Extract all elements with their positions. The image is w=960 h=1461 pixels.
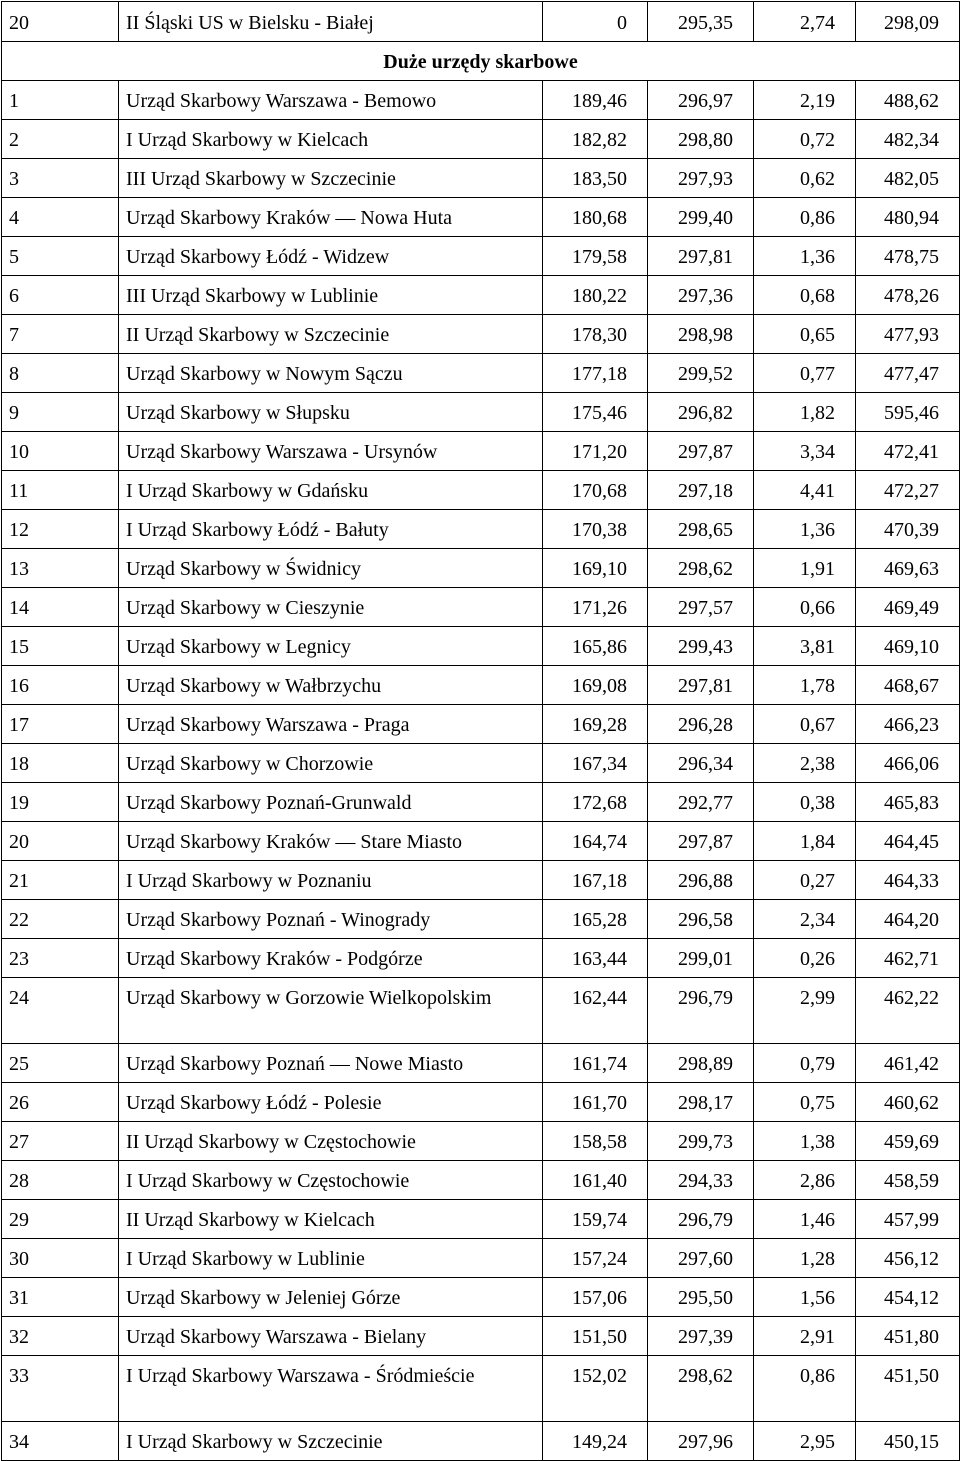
cell-value-b: 297,81 (648, 237, 754, 276)
cell-value-b: 297,81 (648, 666, 754, 705)
cell-value-c: 0,26 (754, 939, 856, 978)
cell-rank: 17 (2, 705, 119, 744)
cell-value-a: 151,50 (543, 1317, 648, 1356)
cell-value-total: 456,12 (856, 1239, 960, 1278)
cell-rank: 30 (2, 1239, 119, 1278)
cell-value-total: 477,93 (856, 315, 960, 354)
cell-office-name: Urząd Skarbowy Poznań-Grunwald (119, 783, 543, 822)
table-row (2, 471, 960, 510)
cell-rank: 29 (2, 1200, 119, 1239)
cell-value-total: 480,94 (856, 198, 960, 237)
cell-value-total: 477,47 (856, 354, 960, 393)
cell-value-b: 297,36 (648, 276, 754, 315)
cell-rank: 3 (2, 159, 119, 198)
cell-value-a: 175,46 (543, 393, 648, 432)
cell-value-b: 296,79 (648, 978, 754, 1044)
cell-value-b: 298,17 (648, 1083, 754, 1122)
cell-value-a: 179,58 (543, 237, 648, 276)
cell-value-a: 157,06 (543, 1278, 648, 1317)
table-row (2, 900, 960, 939)
cell-office-name: I Urząd Skarbowy Łódź - Bałuty (119, 510, 543, 549)
table-row (2, 978, 960, 1044)
cell-value-a: 0 (543, 2, 648, 42)
table-row (2, 549, 960, 588)
cell-value-b: 298,62 (648, 1356, 754, 1422)
cell-value-a: 167,34 (543, 744, 648, 783)
cell-value-b: 296,34 (648, 744, 754, 783)
cell-value-total: 462,22 (856, 978, 960, 1044)
cell-value-total: 595,46 (856, 393, 960, 432)
cell-value-c: 1,56 (754, 1278, 856, 1317)
cell-value-a: 177,18 (543, 354, 648, 393)
cell-value-a: 170,38 (543, 510, 648, 549)
cell-rank: 10 (2, 432, 119, 471)
table-row (2, 1200, 960, 1239)
cell-office-name: II Śląski US w Bielsku - Białej (119, 2, 543, 42)
cell-office-name: III Urząd Skarbowy w Szczecinie (119, 159, 543, 198)
cell-value-c: 0,67 (754, 705, 856, 744)
cell-rank: 33 (2, 1356, 119, 1422)
table-row (2, 354, 960, 393)
cell-value-a: 162,44 (543, 978, 648, 1044)
cell-value-total: 469,49 (856, 588, 960, 627)
cell-rank: 16 (2, 666, 119, 705)
table-row (2, 1161, 960, 1200)
cell-value-total: 450,15 (856, 1422, 960, 1461)
cell-value-c: 0,66 (754, 588, 856, 627)
table-row (2, 81, 960, 120)
cell-value-total: 466,06 (856, 744, 960, 783)
cell-value-b: 297,39 (648, 1317, 754, 1356)
cell-rank: 2 (2, 120, 119, 159)
cell-value-b: 298,80 (648, 120, 754, 159)
cell-office-name: Urząd Skarbowy Warszawa - Bielany (119, 1317, 543, 1356)
cell-rank: 23 (2, 939, 119, 978)
table-row (2, 1083, 960, 1122)
cell-office-name: I Urząd Skarbowy w Lublinie (119, 1239, 543, 1278)
cell-value-c: 2,91 (754, 1317, 856, 1356)
cell-value-total: 461,42 (856, 1044, 960, 1083)
cell-value-total: 488,62 (856, 81, 960, 120)
cell-value-c: 0,27 (754, 861, 856, 900)
cell-value-total: 478,26 (856, 276, 960, 315)
cell-value-b: 299,73 (648, 1122, 754, 1161)
cell-value-total: 459,69 (856, 1122, 960, 1161)
cell-value-total: 298,09 (856, 2, 960, 42)
cell-value-total: 458,59 (856, 1161, 960, 1200)
cell-value-c: 1,36 (754, 237, 856, 276)
cell-value-a: 169,10 (543, 549, 648, 588)
cell-rank: 7 (2, 315, 119, 354)
cell-office-name: Urząd Skarbowy Poznań — Nowe Miasto (119, 1044, 543, 1083)
table-row (2, 744, 960, 783)
cell-value-total: 469,63 (856, 549, 960, 588)
cell-value-a: 171,26 (543, 588, 648, 627)
cell-office-name: I Urząd Skarbowy w Szczecinie (119, 1422, 543, 1461)
cell-rank: 19 (2, 783, 119, 822)
ranking-table (1, 1, 960, 1461)
cell-office-name: Urząd Skarbowy Warszawa - Bemowo (119, 81, 543, 120)
cell-value-a: 149,24 (543, 1422, 648, 1461)
cell-office-name: Urząd Skarbowy Kraków — Stare Miasto (119, 822, 543, 861)
table-row (2, 1278, 960, 1317)
cell-value-c: 2,86 (754, 1161, 856, 1200)
cell-office-name: Urząd Skarbowy w Gorzowie Wielkopolskim (119, 978, 543, 1044)
cell-office-name: III Urząd Skarbowy w Lublinie (119, 276, 543, 315)
cell-value-a: 169,28 (543, 705, 648, 744)
cell-value-total: 464,33 (856, 861, 960, 900)
cell-value-b: 296,79 (648, 1200, 754, 1239)
cell-value-total: 470,39 (856, 510, 960, 549)
table-row (2, 1317, 960, 1356)
cell-value-b: 299,52 (648, 354, 754, 393)
cell-value-b: 299,01 (648, 939, 754, 978)
table-row (2, 159, 960, 198)
cell-value-c: 0,75 (754, 1083, 856, 1122)
cell-value-a: 164,74 (543, 822, 648, 861)
cell-value-c: 3,34 (754, 432, 856, 471)
cell-rank: 21 (2, 861, 119, 900)
cell-value-c: 0,79 (754, 1044, 856, 1083)
cell-value-total: 482,34 (856, 120, 960, 159)
cell-office-name: Urząd Skarbowy Warszawa - Ursynów (119, 432, 543, 471)
cell-value-a: 157,24 (543, 1239, 648, 1278)
cell-value-b: 296,28 (648, 705, 754, 744)
cell-value-c: 2,34 (754, 900, 856, 939)
cell-value-b: 297,96 (648, 1422, 754, 1461)
cell-value-c: 1,46 (754, 1200, 856, 1239)
cell-office-name: I Urząd Skarbowy w Poznaniu (119, 861, 543, 900)
cell-value-total: 472,41 (856, 432, 960, 471)
cell-value-b: 298,98 (648, 315, 754, 354)
cell-office-name: Urząd Skarbowy w Wałbrzychu (119, 666, 543, 705)
table-row (2, 822, 960, 861)
cell-value-b: 297,87 (648, 822, 754, 861)
cell-office-name: I Urząd Skarbowy w Gdańsku (119, 471, 543, 510)
cell-rank: 5 (2, 237, 119, 276)
table-row (2, 1044, 960, 1083)
cell-rank: 9 (2, 393, 119, 432)
table-row (2, 315, 960, 354)
cell-value-a: 182,82 (543, 120, 648, 159)
cell-value-b: 294,33 (648, 1161, 754, 1200)
cell-value-c: 0,65 (754, 315, 856, 354)
ranking-table-body (2, 2, 960, 1461)
cell-rank: 4 (2, 198, 119, 237)
cell-value-b: 296,58 (648, 900, 754, 939)
table-row (2, 2, 960, 42)
cell-rank: 24 (2, 978, 119, 1044)
cell-value-a: 165,28 (543, 900, 648, 939)
cell-value-a: 163,44 (543, 939, 648, 978)
table-row (2, 705, 960, 744)
cell-value-total: 451,50 (856, 1356, 960, 1422)
table-row (2, 588, 960, 627)
cell-office-name: Urząd Skarbowy Kraków - Podgórze (119, 939, 543, 978)
cell-office-name: Urząd Skarbowy w Jeleniej Górze (119, 1278, 543, 1317)
cell-value-c: 0,62 (754, 159, 856, 198)
cell-rank: 26 (2, 1083, 119, 1122)
cell-value-b: 297,60 (648, 1239, 754, 1278)
cell-value-c: 0,86 (754, 198, 856, 237)
cell-office-name: II Urząd Skarbowy w Kielcach (119, 1200, 543, 1239)
cell-office-name: I Urząd Skarbowy w Kielcach (119, 120, 543, 159)
table-row (2, 783, 960, 822)
cell-office-name: Urząd Skarbowy w Słupsku (119, 393, 543, 432)
cell-value-c: 0,86 (754, 1356, 856, 1422)
cell-rank: 15 (2, 627, 119, 666)
cell-value-a: 152,02 (543, 1356, 648, 1422)
cell-value-c: 1,91 (754, 549, 856, 588)
cell-rank: 11 (2, 471, 119, 510)
cell-value-b: 296,97 (648, 81, 754, 120)
cell-value-b: 299,40 (648, 198, 754, 237)
cell-value-c: 1,28 (754, 1239, 856, 1278)
cell-value-total: 460,62 (856, 1083, 960, 1122)
cell-office-name: Urząd Skarbowy Łódź - Polesie (119, 1083, 543, 1122)
cell-value-total: 464,20 (856, 900, 960, 939)
cell-value-b: 292,77 (648, 783, 754, 822)
cell-value-a: 180,68 (543, 198, 648, 237)
cell-office-name: II Urząd Skarbowy w Szczecinie (119, 315, 543, 354)
cell-value-total: 472,27 (856, 471, 960, 510)
table-row (2, 237, 960, 276)
table-row (2, 666, 960, 705)
cell-rank: 20 (2, 822, 119, 861)
cell-value-total: 465,83 (856, 783, 960, 822)
cell-value-c: 2,74 (754, 2, 856, 42)
cell-office-name: I Urząd Skarbowy w Częstochowie (119, 1161, 543, 1200)
cell-value-c: 1,78 (754, 666, 856, 705)
cell-office-name: Urząd Skarbowy w Nowym Sączu (119, 354, 543, 393)
cell-value-a: 180,22 (543, 276, 648, 315)
table-row (2, 276, 960, 315)
cell-rank: 6 (2, 276, 119, 315)
cell-value-total: 451,80 (856, 1317, 960, 1356)
cell-value-b: 296,82 (648, 393, 754, 432)
cell-value-total: 464,45 (856, 822, 960, 861)
cell-rank: 25 (2, 1044, 119, 1083)
cell-rank: 31 (2, 1278, 119, 1317)
cell-value-b: 296,88 (648, 861, 754, 900)
cell-rank: 1 (2, 81, 119, 120)
cell-value-a: 167,18 (543, 861, 648, 900)
table-row (2, 510, 960, 549)
cell-rank: 34 (2, 1422, 119, 1461)
cell-office-name: Urząd Skarbowy w Chorzowie (119, 744, 543, 783)
cell-office-name: Urząd Skarbowy Łódź - Widzew (119, 237, 543, 276)
cell-value-a: 172,68 (543, 783, 648, 822)
cell-value-a: 170,68 (543, 471, 648, 510)
table-row (2, 1239, 960, 1278)
cell-value-c: 2,38 (754, 744, 856, 783)
cell-value-a: 158,58 (543, 1122, 648, 1161)
cell-value-c: 4,41 (754, 471, 856, 510)
section-header-row (2, 42, 960, 81)
cell-value-a: 161,40 (543, 1161, 648, 1200)
cell-value-a: 161,70 (543, 1083, 648, 1122)
cell-value-c: 1,84 (754, 822, 856, 861)
table-row (2, 939, 960, 978)
cell-office-name: I Urząd Skarbowy Warszawa - Śródmieście (119, 1356, 543, 1422)
cell-rank: 28 (2, 1161, 119, 1200)
table-row (2, 861, 960, 900)
cell-value-c: 0,72 (754, 120, 856, 159)
cell-rank: 32 (2, 1317, 119, 1356)
cell-value-total: 466,23 (856, 705, 960, 744)
cell-rank: 13 (2, 549, 119, 588)
cell-value-b: 299,43 (648, 627, 754, 666)
cell-value-c: 2,99 (754, 978, 856, 1044)
cell-value-total: 454,12 (856, 1278, 960, 1317)
cell-value-c: 1,38 (754, 1122, 856, 1161)
cell-value-a: 178,30 (543, 315, 648, 354)
cell-value-a: 161,74 (543, 1044, 648, 1083)
cell-value-a: 159,74 (543, 1200, 648, 1239)
cell-value-b: 298,62 (648, 549, 754, 588)
table-row (2, 1122, 960, 1161)
cell-value-c: 1,36 (754, 510, 856, 549)
cell-value-a: 189,46 (543, 81, 648, 120)
cell-value-c: 3,81 (754, 627, 856, 666)
cell-value-b: 295,50 (648, 1278, 754, 1317)
cell-value-a: 171,20 (543, 432, 648, 471)
cell-office-name: Urząd Skarbowy Kraków — Nowa Huta (119, 198, 543, 237)
cell-office-name: Urząd Skarbowy w Legnicy (119, 627, 543, 666)
cell-value-b: 295,35 (648, 2, 754, 42)
cell-office-name: Urząd Skarbowy w Świdnicy (119, 549, 543, 588)
cell-value-c: 0,77 (754, 354, 856, 393)
cell-rank: 12 (2, 510, 119, 549)
cell-rank: 22 (2, 900, 119, 939)
table-row (2, 627, 960, 666)
cell-value-c: 0,68 (754, 276, 856, 315)
cell-rank: 14 (2, 588, 119, 627)
cell-rank: 8 (2, 354, 119, 393)
cell-office-name: II Urząd Skarbowy w Częstochowie (119, 1122, 543, 1161)
cell-office-name: Urząd Skarbowy w Cieszynie (119, 588, 543, 627)
cell-rank: 27 (2, 1122, 119, 1161)
section-title: Duże urzędy skarbowe (2, 42, 960, 81)
cell-value-b: 297,57 (648, 588, 754, 627)
cell-value-total: 469,10 (856, 627, 960, 666)
cell-value-c: 0,38 (754, 783, 856, 822)
cell-value-total: 478,75 (856, 237, 960, 276)
cell-value-total: 482,05 (856, 159, 960, 198)
cell-value-total: 457,99 (856, 1200, 960, 1239)
table-row (2, 393, 960, 432)
cell-value-b: 297,18 (648, 471, 754, 510)
cell-value-b: 297,87 (648, 432, 754, 471)
table-row (2, 120, 960, 159)
cell-value-b: 298,65 (648, 510, 754, 549)
table-row (2, 432, 960, 471)
cell-value-b: 297,93 (648, 159, 754, 198)
cell-rank: 20 (2, 2, 119, 42)
cell-value-c: 2,19 (754, 81, 856, 120)
cell-office-name: Urząd Skarbowy Warszawa - Praga (119, 705, 543, 744)
cell-value-total: 462,71 (856, 939, 960, 978)
cell-rank: 18 (2, 744, 119, 783)
table-row (2, 198, 960, 237)
table-row (2, 1422, 960, 1461)
cell-value-b: 298,89 (648, 1044, 754, 1083)
cell-office-name: Urząd Skarbowy Poznań - Winogrady (119, 900, 543, 939)
table-row (2, 1356, 960, 1422)
cell-value-a: 165,86 (543, 627, 648, 666)
cell-value-a: 183,50 (543, 159, 648, 198)
cell-value-c: 1,82 (754, 393, 856, 432)
cell-value-c: 2,95 (754, 1422, 856, 1461)
cell-value-a: 169,08 (543, 666, 648, 705)
cell-value-total: 468,67 (856, 666, 960, 705)
